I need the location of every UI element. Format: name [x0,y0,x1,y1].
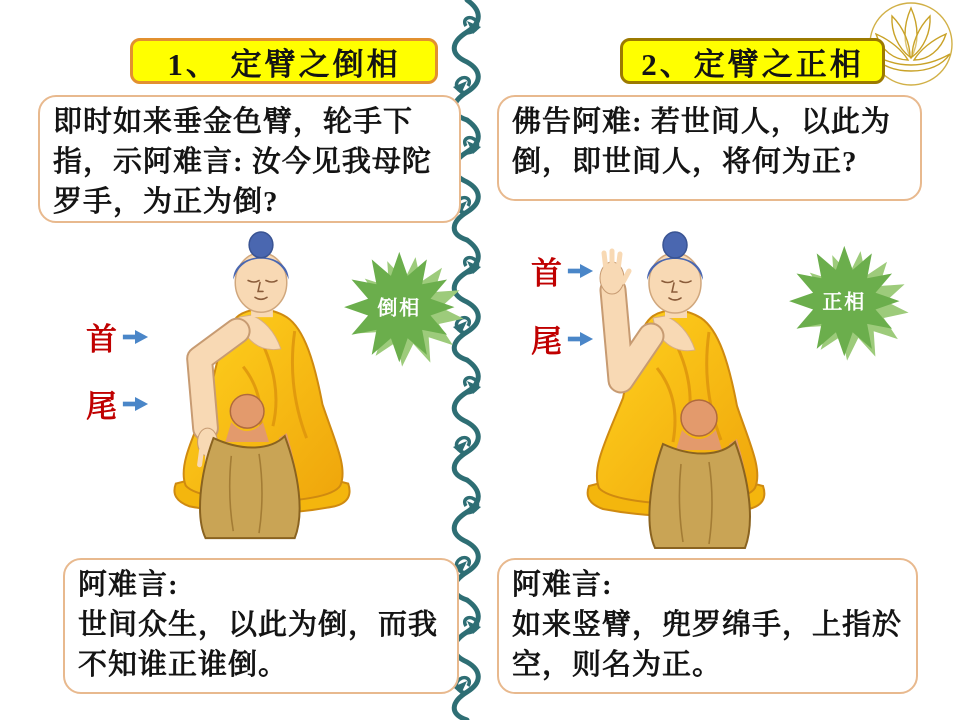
head-label-right [531,248,594,293]
tail-label-left [86,381,149,426]
inverted-burst-badge [342,250,468,368]
tail-label-right [531,316,594,361]
head-label-text: 首 [86,322,117,357]
right-sutra-quote-box: 佛告阿难: 若世间人，以此为倒，即世间人，将何为正? [497,95,922,201]
reply-intro: 阿难言: [512,569,613,601]
tail-label-text: 尾 [86,389,117,424]
burst-label: 正相 [822,291,867,314]
arrow-right-icon [121,395,149,413]
tail-label-text: 尾 [531,324,562,359]
left-sutra-quote-box: 即时如来垂金色臂，轮手下指，示阿难言: 汝今见我母陀罗手，为正为倒? [38,95,461,223]
reply-body: 世间众生，以此为倒，而我不知谁正谁倒。 [78,609,439,682]
upright-burst-badge [786,244,914,362]
buddha-arm-up-illustration [560,228,792,553]
arrow-right-icon [121,328,149,346]
left-title: 1、 定臂之倒相 [130,38,438,84]
reply-body: 如来竖臂，兜罗绵手，上指於空，则名为正。 [512,609,903,682]
reply-intro: 阿难言: [78,569,179,601]
right-title: 2、定臂之正相 [620,38,885,84]
right-anan-reply-box [497,558,918,694]
left-anan-reply-box [63,558,459,694]
burst-label: 倒相 [377,297,422,320]
head-label-left [86,314,149,359]
arrow-right-icon [566,262,594,280]
head-label-text: 首 [531,256,562,291]
arrow-right-icon [566,330,594,348]
